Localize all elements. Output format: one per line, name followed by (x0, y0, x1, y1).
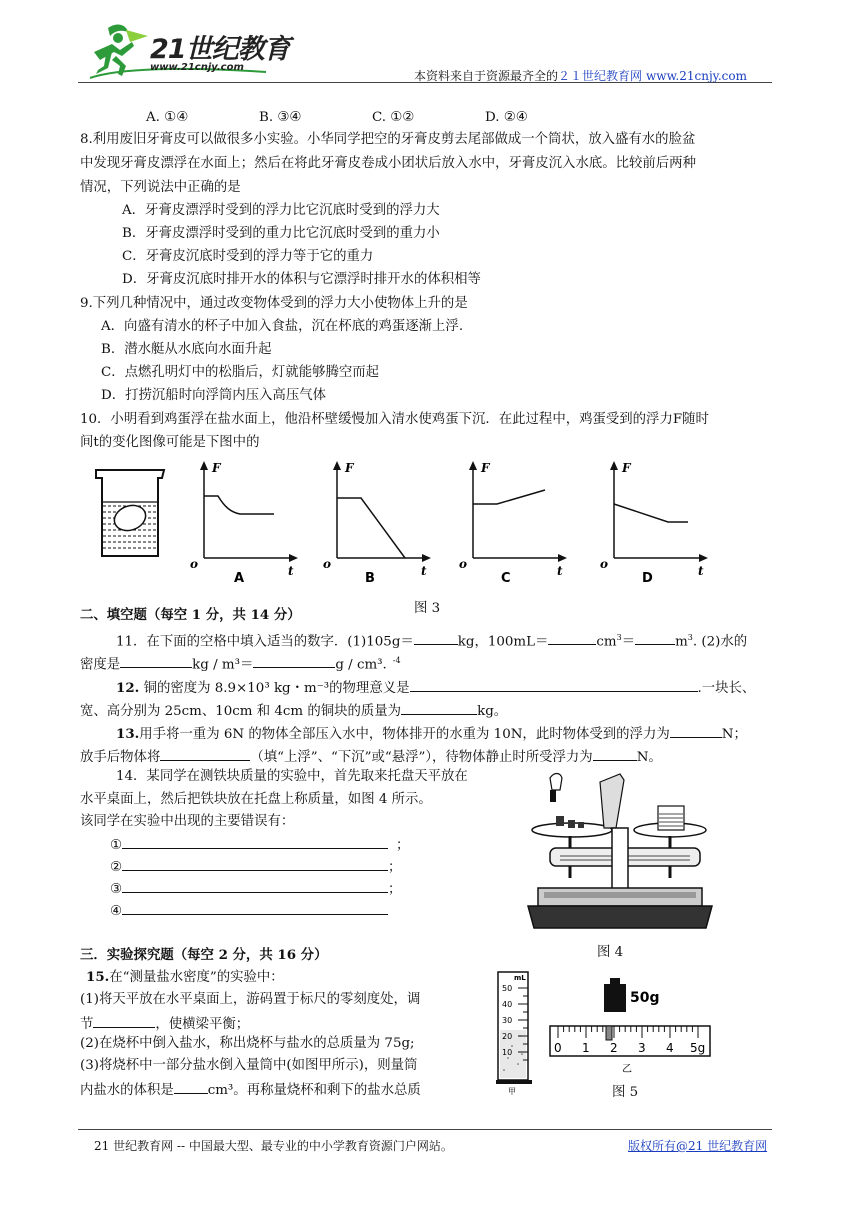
q10-stem-line2: 间t的变化图像可能是下图中的 (80, 435, 260, 450)
graph-d-axis-y: F (622, 461, 631, 475)
figure4-caption: 图 4 (597, 945, 624, 960)
q15-step1-b: 节 (80, 1017, 94, 1032)
q7-option-a: A. ①④ (146, 110, 189, 125)
q8-option-c: C．牙膏皮沉底时受到的浮力等于它的重力 (122, 249, 374, 264)
q8-option-b: B．牙膏皮漂浮时受到的重力比它沉底时受到的重力小 (122, 226, 440, 241)
scale-tick-5g: 5g (690, 1041, 706, 1055)
graph-d-label: D (642, 571, 653, 586)
graph-b-axis-y: F (345, 461, 354, 475)
q11-blank-5[interactable] (253, 653, 335, 668)
q8-option-a: A．牙膏皮漂浮时受到的浮力比它沉底时受到的浮力大 (122, 203, 440, 218)
q11-part-c: cm (596, 634, 617, 650)
figure5-caption: 图 5 (612, 1085, 639, 1100)
q14-mark-4: ④ (110, 904, 123, 919)
q15-step3-b: 内盐水的体积是 (80, 1083, 174, 1098)
section2-title: 二、填空题（每空 1 分，共 14 分） (80, 607, 301, 623)
q11-blank-2[interactable] (548, 630, 596, 645)
q14-answer-1 (110, 834, 409, 855)
q11-part-h: kg / m³＝ (192, 657, 254, 673)
cylinder-tick-10: 10 (502, 1048, 513, 1057)
scale-tick-4: 4 (666, 1041, 674, 1055)
q12-part-e: kg。 (477, 704, 508, 719)
q11-blank-3[interactable] (635, 630, 675, 645)
q14-end-3: ； (388, 882, 402, 897)
q15-step1-c: ，使横梁平衡； (155, 1017, 250, 1032)
figure3-graph-c (457, 458, 572, 588)
q14-mark-1: ① (110, 838, 123, 853)
q15-step3-c: cm³。再称量烧杯和剩下的盐水总质 (207, 1083, 421, 1098)
scale-tick-2: 2 (610, 1041, 618, 1055)
footer-left: 21 世纪教育网 -- 中国最大型、最专业的中小学教育资源门户网站。 (94, 1139, 453, 1153)
figure3-caption: 图 3 (414, 601, 441, 616)
q15-step3-line1: (3)将烧杯中一部分盐水倒入量筒中(如图甲所示)，则量筒 (80, 1058, 418, 1073)
q15-stem (86, 968, 284, 987)
q12-blank-1[interactable] (410, 677, 698, 692)
graph-b-label: B (365, 571, 375, 586)
q14-end-2: ； (388, 860, 402, 875)
q14-blank-4[interactable] (122, 900, 388, 915)
q11-part-e: m (675, 634, 688, 650)
graph-d-axis-x: t (698, 564, 704, 578)
q11-part-f: . (2)水的 (692, 634, 748, 650)
q11-blank-1[interactable] (414, 630, 458, 645)
figure3-graph-d (598, 458, 713, 588)
graph-b-origin: o (323, 557, 332, 571)
q13-part-e: （填“上浮”、“下沉”或“悬浮”），待物体静止时所受浮力为 (250, 750, 593, 765)
q11-blank-4[interactable] (120, 653, 192, 668)
q14-line2: 水平桌面上，然后把铁块放在托盘上称质量，如图 4 所示。 (80, 792, 432, 807)
q11-part-d: ＝ (621, 634, 636, 650)
cylinder-tick-20: 20 (502, 1032, 513, 1041)
q8-option-d: D．牙膏皮沉底时排开水的体积与它漂浮时排开水的体积相等 (122, 272, 481, 287)
q7-option-d: D. ②④ (485, 110, 528, 125)
q8-stem-line2: 中发现牙膏皮漂浮在水面上；然后在将此牙膏皮卷成小团状后放入水中，牙膏皮沉入水底。比较前后两种 (80, 156, 696, 171)
q15-step3-line2 (80, 1079, 421, 1100)
label-yi: 乙 (622, 1064, 632, 1075)
q9-option-b: B．潜水艇从水底向水面升起 (101, 342, 272, 357)
q13-part-f: N。 (636, 750, 662, 765)
q13-blank-2[interactable] (160, 746, 250, 761)
header-source-prefix: 本资料来自于资源最齐全的 (414, 69, 559, 83)
q13-blank-1[interactable] (670, 723, 722, 738)
q7-option-c: C. ①② (372, 110, 415, 125)
q13-part-c: N； (721, 727, 747, 742)
cylinder-unit: mL (514, 974, 526, 982)
logo-url: www.21cnjy.com (150, 62, 244, 73)
scale-tick-1: 1 (582, 1041, 590, 1055)
q12-number: 12. (116, 680, 140, 696)
q12-part-c: .一块长、 (697, 681, 756, 696)
q13-line2 (80, 746, 662, 767)
q14-blank-2[interactable] (122, 856, 388, 871)
scale-tick-0: 0 (554, 1041, 562, 1055)
q12-line2 (80, 700, 507, 721)
q9-option-a: A．向盛有清水的杯子中加入食盐，沉在杯底的鸡蛋逐渐上浮. (101, 319, 464, 334)
q9-option-c: C．点燃孔明灯中的松脂后，灯就能够腾空而起 (101, 365, 380, 380)
q14-blank-1[interactable] (122, 834, 388, 849)
figure5-scale-ruler (546, 1022, 716, 1078)
graph-a-axis-y: F (212, 461, 221, 475)
q14-mark-3: ③ (110, 882, 123, 897)
q15-step1-line2 (80, 1013, 249, 1034)
q12-part-b: 铜的密度为 8.9×10³ kg・m⁻³的物理意义是 (139, 681, 410, 696)
graph-c-axis-y: F (481, 461, 490, 475)
q11-part-a: 11．在下面的空格中填入适当的数字．(1)105g＝ (116, 634, 414, 650)
q11-line1: 11．在下面的空格中填入适当的数字．(1)105g＝ kg，$100mL= cm^3= m^3$. (2)水的 (116, 629, 747, 651)
q14-answer-4 (110, 900, 388, 921)
q12-blank-2[interactable] (401, 700, 477, 715)
q8-stem-line3: 情况，下列说法中正确的是 (80, 180, 241, 195)
q14-line3: 该同学在实验中出现的主要错误有： (80, 814, 295, 829)
q15-number: 15. (86, 969, 110, 985)
q13-part-b: 用手将一重为 6N 的物体全部压入水中，物体排开的水重为 10N，此时物体受到的浮力为 (139, 727, 670, 742)
q14-mark-2: ② (110, 860, 123, 875)
q15-step1-line1: (1)将天平放在水平桌面上，游码置于标尺的零刻度处，调 (80, 992, 421, 1007)
label-jia: 甲 (508, 1087, 516, 1096)
q15-blank-2[interactable] (174, 1079, 208, 1094)
graph-a-axis-x: t (288, 564, 294, 578)
q10-stem-line1: 10．小明看到鸡蛋浮在盐水面上，他沿杯壁缓慢加入清水使鸡蛋下沉．在此过程中，鸡蛋受到的浮力F随时 (80, 412, 709, 427)
graph-c-label: C (501, 571, 511, 586)
q14-line1: 14．某同学在测铁块质量的实验中，首先取来托盘天平放在 (116, 769, 468, 784)
figure5-graduated-cylinder (494, 966, 540, 1096)
figure3-beaker (90, 466, 170, 560)
footer-copyright-link[interactable]: 版权所有@21 世纪教育网 (628, 1139, 768, 1153)
q13-part-d: 放手后物体将 (80, 750, 161, 765)
q13-blank-3[interactable] (593, 746, 637, 761)
q14-answer-2 (110, 856, 401, 877)
q11-part-i: g / cm³. (335, 657, 387, 673)
q13-number: 13. (116, 726, 140, 742)
weight-label: 50g (630, 990, 660, 1006)
graph-c-axis-x: t (557, 564, 563, 578)
q14-end-1: ； (396, 838, 410, 853)
logo-text: 21世纪教育 (150, 34, 290, 65)
footer-divider (78, 1129, 772, 1130)
q15-title: 在“测量盐水密度”的实验中： (109, 970, 284, 985)
graph-a-origin: o (190, 557, 199, 571)
q7-option-b: B. ③④ (259, 110, 302, 125)
q8-stem-line1: 8.利用废旧牙膏皮可以做很多小实验。小华同学把空的牙膏皮剪去尾部做成一个筒状，放入盛有水的脸盆 (80, 132, 696, 147)
q15-blank-1[interactable] (93, 1013, 155, 1028)
q9-option-d: D．打捞沉船时向浮筒内压入高压气体 (101, 388, 326, 403)
graph-c-origin: o (459, 557, 468, 571)
graph-b-axis-x: t (421, 564, 427, 578)
graph-d-origin: o (600, 557, 609, 571)
graph-a-label: A (234, 571, 245, 586)
q11-part-b: kg，100mL＝ (457, 634, 549, 650)
cylinder-tick-30: 30 (502, 1016, 513, 1025)
header-source-site[interactable]: ２１世纪教育网 (558, 69, 643, 83)
cylinder-tick-50: 50 (502, 984, 513, 993)
q15-step2: (2)在烧杯中倒入盐水，称出烧杯与盐水的总质量为 75g; (80, 1036, 415, 1051)
q12-part-d: 宽、高分别为 25cm、10cm 和 4cm 的铜块的质量为 (80, 704, 402, 719)
q12-line1 (116, 677, 755, 698)
q13-line1 (116, 723, 747, 744)
q9-stem: 9.下列几种情况中，通过改变物体受到的浮力大小使物体上升的是 (80, 296, 468, 311)
figure3-graph-a (188, 458, 303, 588)
header-divider (78, 82, 772, 83)
q14-blank-3[interactable] (122, 878, 388, 893)
scale-tick-3: 3 (638, 1041, 646, 1055)
header-source-url[interactable]: www.21cnjy.com (646, 69, 747, 83)
q11-line2 (80, 652, 401, 674)
q11-part-g: 密度是 (80, 657, 121, 673)
figure3-graph-b (321, 458, 436, 588)
figure5-weight (600, 976, 660, 1016)
q11-part-j: -4 (392, 656, 401, 665)
q14-answer-3 (110, 878, 401, 899)
figure4-balance (520, 768, 720, 934)
cylinder-tick-40: 40 (502, 1000, 513, 1009)
section3-title: 三．实验探究题（每空 2 分，共 16 分） (80, 947, 328, 963)
